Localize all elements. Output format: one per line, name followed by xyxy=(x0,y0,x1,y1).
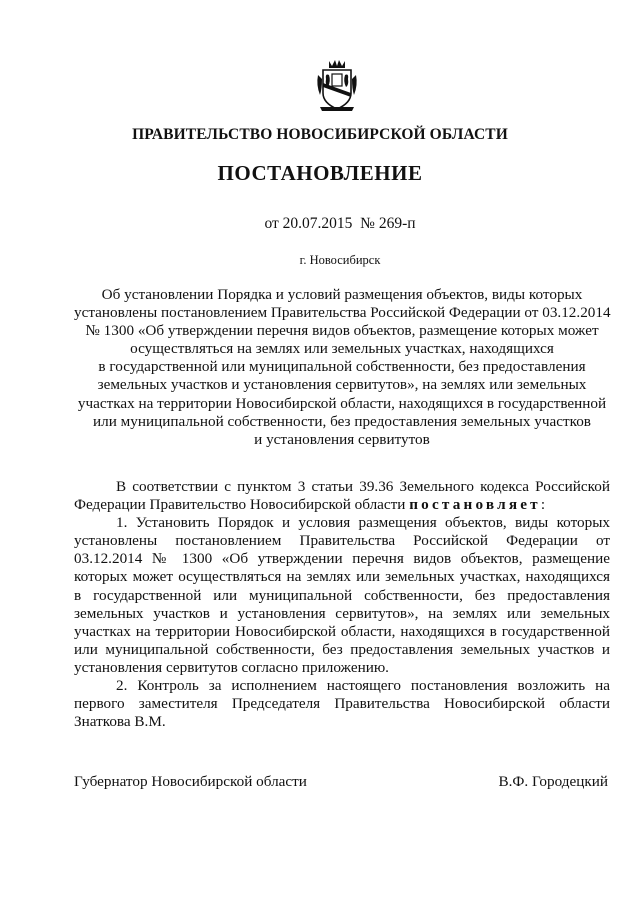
title-line: участках на территории Новосибирской области, находящихся в государственной xyxy=(77,394,607,412)
resolves-word: постановляет xyxy=(409,496,541,514)
title-line: в государственной или муниципальной собственности, без предоставления xyxy=(98,358,586,376)
date-prefix: от xyxy=(264,215,279,232)
document-date: 20.07.2015 xyxy=(282,215,353,232)
title-line: или муниципальной собственности, без предоставления земельных участков xyxy=(93,412,591,430)
title-line: № 1300 «Об утверждении перечня видов объектов, размещение которых может xyxy=(85,322,599,340)
document-number: 269-п xyxy=(378,215,416,232)
preamble-paragraph xyxy=(74,478,610,514)
item-1-paragraph: 1. Установить Порядок и условия размещения объектов, виды которых установлены постановлением Правительства Российской Федерации от 03.12.2014 № 1300 «Об утверждении перечня видов объектов, размещение которых может осуществляться на землях или земельных участках, находящихся в государственной или муниципальной собственности, без предоставления земельных участков и установления сервитутов», на землях или земельных участках на территории Новосибирской области, находящихся в государственной или муниципальной собственности, без предоставления земельных участков и установления сервитутов согласно приложению. xyxy=(74,514,610,676)
item-2-paragraph: 2. Контроль за исполнением настоящего постановления возложить на первого заместителя Председателя Правительства Новосибирской области Знаткова В.М. xyxy=(74,677,610,731)
title-line: установлены постановлением Правительства Российской Федерации от 03.12.2014 xyxy=(74,304,611,322)
document-type: ПОСТАНОВЛЕНИЕ xyxy=(217,161,423,185)
title-line: земельных участков и установления сервитутов», на землях или земельных xyxy=(97,376,587,394)
city: г. Новосибирск xyxy=(299,253,381,267)
document-date-number xyxy=(0,215,640,233)
novosibirsk-coat-of-arms-icon xyxy=(314,57,360,113)
organization-name: ПРАВИТЕЛЬСТВО НОВОСИБИРСКОЙ ОБЛАСТИ xyxy=(132,126,508,143)
number-prefix: № xyxy=(360,215,375,232)
document-title xyxy=(74,286,610,449)
title-line: Об установлении Порядка и условий размещения объектов, виды которых xyxy=(101,286,583,303)
preamble-colon: : xyxy=(540,496,546,514)
document-body xyxy=(74,478,610,731)
signatory-name: В.Ф. Городецкий xyxy=(498,773,608,790)
signatory-position: Губернатор Новосибирской области xyxy=(74,773,307,790)
preamble-text: В соответствии с пунктом 3 статьи 39.36 Земельного кодекса Российской Федерации Правительство Новосибирской области xyxy=(74,478,610,514)
title-line: и установления сервитутов xyxy=(254,430,430,448)
title-line: осуществляться на землях или земельных участках, находящихся xyxy=(130,340,554,358)
